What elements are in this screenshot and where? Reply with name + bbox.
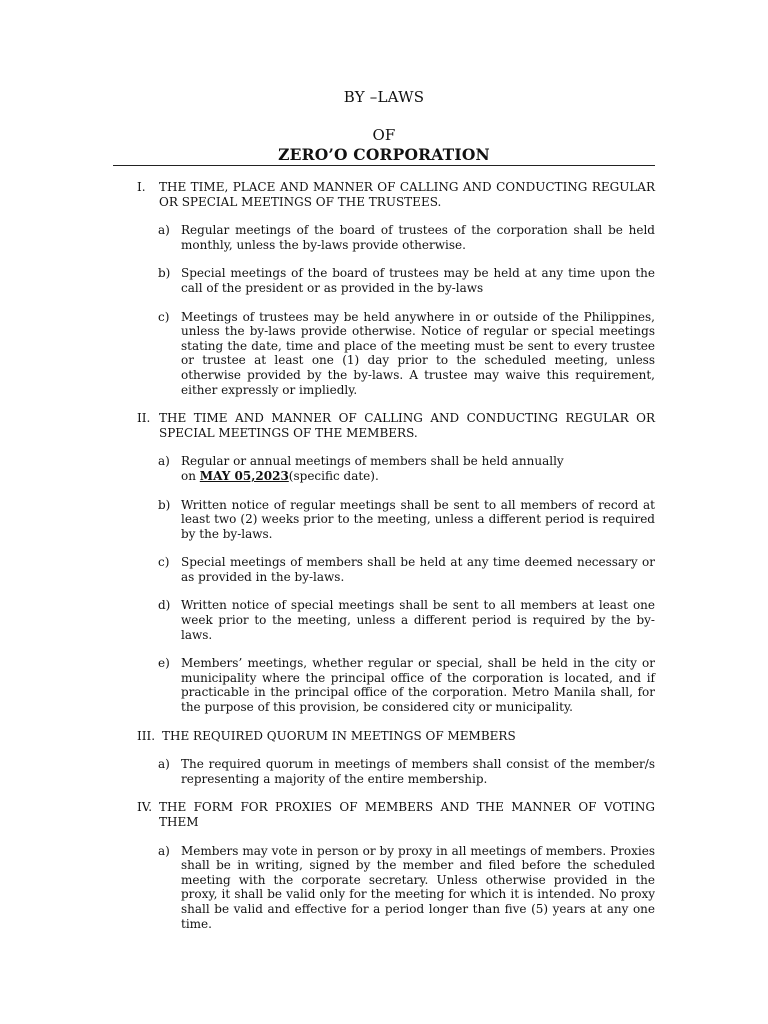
item-text: Regular meetings of the board of trustees of the corporation shall be held monthly, unless the by-laws provide otherwise. xyxy=(181,223,655,252)
section-number: I. xyxy=(137,180,146,194)
item-label: e) xyxy=(158,656,170,671)
item-text-on: on xyxy=(181,468,196,483)
list-item xyxy=(0,223,768,252)
section-2 xyxy=(0,411,768,715)
item-text: Meetings of trustees may be held anywhere in or outside of the Philippines, unless the by-laws provide otherwise. Notice of regular or special meetings stating the date, time and place of the meeting must be sent to every trustee or trustee at least one (1) day prior to the scheduled meeting, unless otherwise provided by the by-laws. A trustee may waive this requirement, either expressly or impliedly. xyxy=(181,309,655,397)
section-title: THE REQUIRED QUORUM IN MEETINGS OF MEMBERS xyxy=(162,728,516,743)
item-text-after: (specific date). xyxy=(288,468,379,483)
item-label: b) xyxy=(158,266,171,281)
section-title: THE TIME, PLACE AND MANNER OF CALLING AND CONDUCTING REGULAR OR SPECIAL MEETINGS OF THE TRUSTEES. xyxy=(159,180,655,209)
item-label: b) xyxy=(158,497,171,512)
item-label: d) xyxy=(158,598,171,613)
list-item xyxy=(0,757,768,786)
section-title: THE TIME AND MANNER OF CALLING AND CONDUCTING REGULAR OR SPECIAL MEETINGS OF THE MEMBERS. xyxy=(159,411,655,440)
item-text: Written notice of special meetings shall be sent to all members at least one week prior to the meeting, unless a different period is required by the by-laws. xyxy=(181,598,655,642)
list-item xyxy=(0,844,768,932)
list-item xyxy=(0,266,768,295)
title-divider xyxy=(113,165,655,166)
item-text: Special meetings of the board of trustees may be held at any time upon the call of the president or as provided in the by-laws xyxy=(181,266,655,295)
document-body xyxy=(0,180,768,931)
section-number: III. xyxy=(137,728,156,743)
item-text: Special meetings of members shall be held at any time deemed necessary or as provided in the by-laws. xyxy=(181,555,655,584)
item-text xyxy=(181,454,655,483)
section-4 xyxy=(0,800,768,931)
item-label: a) xyxy=(158,223,170,238)
item-label: a) xyxy=(158,454,170,469)
item-text-line: Regular or annual meetings of members shall be held annually xyxy=(181,454,564,469)
section-number: II. xyxy=(137,411,151,426)
item-text: Members’ meetings, whether regular or special, shall be held in the city or municipality where the principal office of the corporation is located, and if practicable in the principal office of the corporation. Metro Manila shall, for the purpose of this provision, be considered city or municipality. xyxy=(181,656,655,715)
list-item xyxy=(0,498,768,542)
list-item xyxy=(0,454,768,483)
list-item xyxy=(0,310,768,398)
item-label: a) xyxy=(158,757,170,772)
item-label: c) xyxy=(158,309,170,324)
item-label: c) xyxy=(158,555,170,570)
section-1 xyxy=(0,180,768,397)
meeting-date: MAY 05,2023 xyxy=(199,468,289,483)
section-3 xyxy=(0,729,768,787)
item-text: The required quorum in meetings of members shall consist of the member/s representing a majority of the entire membership. xyxy=(181,757,655,786)
doc-title-corporation: ZERO’O CORPORATION xyxy=(278,145,490,164)
section-title: THE FORM FOR PROXIES OF MEMBERS AND THE MANNER OF VOTING THEM xyxy=(159,800,655,829)
list-item xyxy=(0,598,768,642)
doc-title-of: OF xyxy=(372,126,396,144)
list-item xyxy=(0,656,768,714)
doc-title-bylaws: BY –LAWS xyxy=(343,88,425,106)
section-number: IV. xyxy=(137,800,153,815)
item-text: Members may vote in person or by proxy in all meetings of members. Proxies shall be in writing, signed by the member and filed before the scheduled meeting with the corporate secretary. Unless otherwise provided in the proxy, it shall be valid only for the meeting for which it is intended. No proxy shall be valid and effective for a period longer than five (5) years at any one time. xyxy=(181,843,655,931)
item-label: a) xyxy=(158,843,170,858)
item-text: Written notice of regular meetings shall be sent to all members of record at least two (2) weeks prior to the meeting, unless a different period is required by the by-laws. xyxy=(181,497,655,541)
list-item xyxy=(0,555,768,584)
